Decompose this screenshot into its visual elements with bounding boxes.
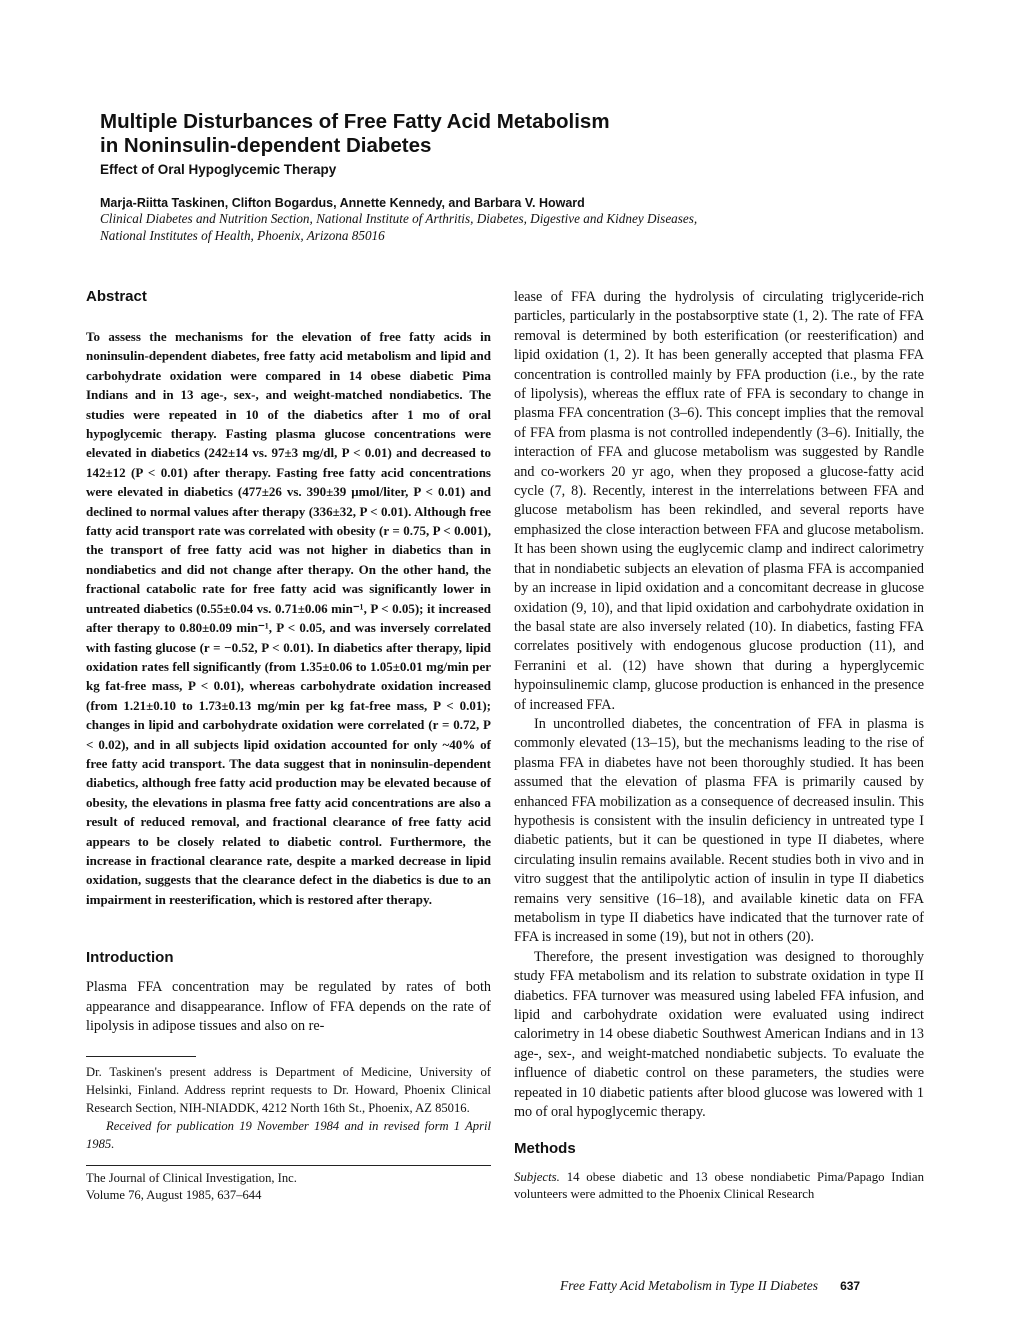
page-footer [560, 1278, 860, 1294]
introduction-body: Plasma FFA concentration may be regulated by rates of both appearance and disappearance. Inflow of FFA depends on the rate of lipolysis in adipose tissues and also on re- [86, 979, 491, 1034]
footnote-received [86, 1117, 491, 1153]
left-column [86, 288, 491, 1204]
methods-body [514, 1169, 924, 1203]
article-title [100, 110, 940, 158]
journal-name: The Journal of Clinical Investigation, Inc. [86, 1171, 297, 1186]
body-paragraph-3: Therefore, the present investigation was designed to thoroughly study FFA metabolism and its relation to substrate oxidation in type II diabetics. FFA turnover was measured using labeled FFA infusion, and lipid and carbohydrate oxidation were evaluated using indirect calorimetry in 14 obese diabetic Southwest American Indians and in 13 age-, sex-, and weight-matched nondiabetic subjects. To evaluate the influence of diabetic control on these parameters, the studies were repeated in 10 diabetic patients after blood glucose was lowered with 1 mo of oral hypoglycemic therapy. [514, 948, 924, 1121]
abstract-heading: Abstract [86, 288, 147, 305]
methods-heading: Methods [514, 1140, 576, 1158]
affiliation-line-2: National Institutes of Health, Phoenix, Arizona 85016 [100, 227, 385, 243]
methods-lead: Subjects. [514, 1170, 560, 1185]
journal-info [86, 1170, 491, 1204]
footnote-divider [86, 1056, 196, 1057]
running-title: Free Fatty Acid Metabolism in Type II Diabetes [560, 1278, 819, 1293]
body-paragraph-2: In uncontrolled diabetes, the concentration of FFA in plasma is commonly elevated (13–15), but the mechanisms leading to the rise of plasma FFA in diabetes have not been thoroughly studied. It has been assumed that the elevation of plasma FFA is primarily caused by enhanced FFA mobilization as a consequence of decreased insulin. This hypothesis is consistent with the insulin deficiency in untreated type I diabetic patients, but it can be questioned in type II diabetes, where circulating insulin remains available. Recent studies both in vivo and in vitro suggest that the antilipolytic action of insulin in type II diabetics remains very sensitive (16–18), and available kinetic data on FFA metabolism in type II diabetics have indicated that the turnover rate of FFA is increased in some (19), but not in others (20). [514, 715, 924, 946]
right-column [514, 288, 924, 1216]
abstract-body: To assess the mechanisms for the elevation of free fatty acids in noninsulin-dependent diabetes, free fatty acid metabolism and lipid and carbohydrate oxidation were compared in 14 obese diabetic Pima Indians and in 13 age-, sex-, and weight-matched nondiabetics. The studies were repeated in 10 of the diabetics after 1 mo of oral hypoglycemic therapy. Fasting plasma glucose concentrations were elevated in diabetics (242±14 vs. 97±3 mg/dl, P < 0.01) and decreased to 142±12 (P < 0.01) after therapy. Fasting free fatty acid concentrations were elevated in diabetics (477±26 vs. 390±39 μmol/liter, P < 0.01) and declined to normal values after therapy (336±32, P < 0.01). Although free fatty acid transport rate was correlated with obesity (r = 0.75, P < 0.001), the transport of free fatty acid was not higher in diabetics than in nondiabetics and did not change after therapy. On the other hand, the fractional catabolic rate for free fatty acid was significantly lower in untreated diabetics (0.55±0.04 vs. 0.71±0.06 min⁻¹, P < 0.05); it increased after therapy to 0.80±0.09 min⁻¹, P < 0.05, and was inversely correlated with fasting glucose (r = −0.52, P < 0.01). In diabetics after therapy, lipid oxidation rates fell significantly (from 1.35±0.06 to 1.05±0.01 mg/min per kg fat-free mass, P < 0.01), whereas carbohydrate oxidation increased (from 1.21±0.10 to 1.73±0.13 mg/min per kg fat-free mass, P < 0.01); changes in lipid and carbohydrate oxidation were correlated (r = 0.72, P < 0.02), and in all subjects lipid oxidation accounted for only ~40% of free fatty acid transport. The data suggest that in noninsulin-dependent diabetics, although free fatty acid production may be elevated because of obesity, the elevations in plasma free fatty acid concentrations are also a result of reduced removal, and fractional clearance of free fatty acid appears to be closely related to diabetic control. Furthermore, the increase in fractional clearance rate, despite a marked decrease in lipid oxidation, suggests that the clearance defect in the diabetics is due to an impairment in reesterification, which is restored after therapy. [86, 329, 491, 907]
author-list: Marja-Riitta Taskinen, Clifton Bogardus, Annette Kennedy, and Barbara V. Howard [100, 196, 585, 210]
footnote-address-text: Dr. Taskinen's present address is Department of Medicine, University of Helsinki, Finland. Address reprint requests to Dr. Howard, Phoenix Clinical Research Section, NIH-NIADDK, 4212 North 16th St., Phoenix, AZ 85016. [86, 1065, 491, 1116]
footnote-received-text: Received for publication 19 November 1984 and in revised form 1 April 1985. [86, 1119, 491, 1152]
affiliation [100, 211, 960, 244]
body-paragraph-1: lease of FFA during the hydrolysis of circulating triglyceride-rich particles, particularly in the postabsorptive state (1, 2). The rate of FFA removal is determined by both esterification (or reesterification) and lipid oxidation (1, 2). It has been generally accepted that plasma FFA concentration is controlled mainly by FFA production (i.e., by the rate of lipolysis), whereas the efflux rate of FFA is secondary to change in plasma FFA concentration (3–6). This concept implies that the removal of FFA from plasma is not controlled independently (3–6). Initially, the interaction of FFA and glucose metabolism was suggested by Randle and co-workers 20 yr ago, when they proposed a glucose-fatty acid cycle (7, 8). Recently, interest in the interrelations between FFA and glucose metabolism has been rekindled, and several reports have emphasized the close interaction between FFA and glucose metabolism. It has been shown using the euglycemic clamp and indirect calorimetry that in nondiabetic subjects an elevation of plasma FFA is accompanied by an increase in lipid oxidation and a concomitant decrease in glucose oxidation (9, 10), and that lipid oxidation and carbohydrate oxidation in the basal state are also inversely related (10). In diabetics, fasting FFA correlates positively with endogenous glucose production (11), and Ferranini et al. (12) have shown that during a hyperglycemic hypoinsulinemic clamp, glucose production is enhanced in the presence of increased FFA. [514, 289, 924, 713]
journal-volume: Volume 76, August 1985, 637–644 [86, 1188, 262, 1203]
footnote-address [86, 1063, 491, 1117]
title-line-1: Multiple Disturbances of Free Fatty Acid Metabolism [100, 110, 610, 133]
article-subtitle: Effect of Oral Hypoglycemic Therapy [100, 162, 337, 177]
affiliation-line-1: Clinical Diabetes and Nutrition Section, National Institute of Arthritis, Diabetes, Digestive and Kidney Diseases, [100, 211, 698, 226]
introduction-heading: Introduction [86, 949, 174, 967]
title-line-2: in Noninsulin-dependent Diabetes [100, 134, 432, 157]
page-number: 637 [840, 1279, 861, 1293]
journal-divider [86, 1165, 491, 1166]
methods-text: 14 obese diabetic and 13 obese nondiabetic Pima/Papago Indian volunteers were admitted to the Phoenix Clinical Research [514, 1170, 924, 1202]
